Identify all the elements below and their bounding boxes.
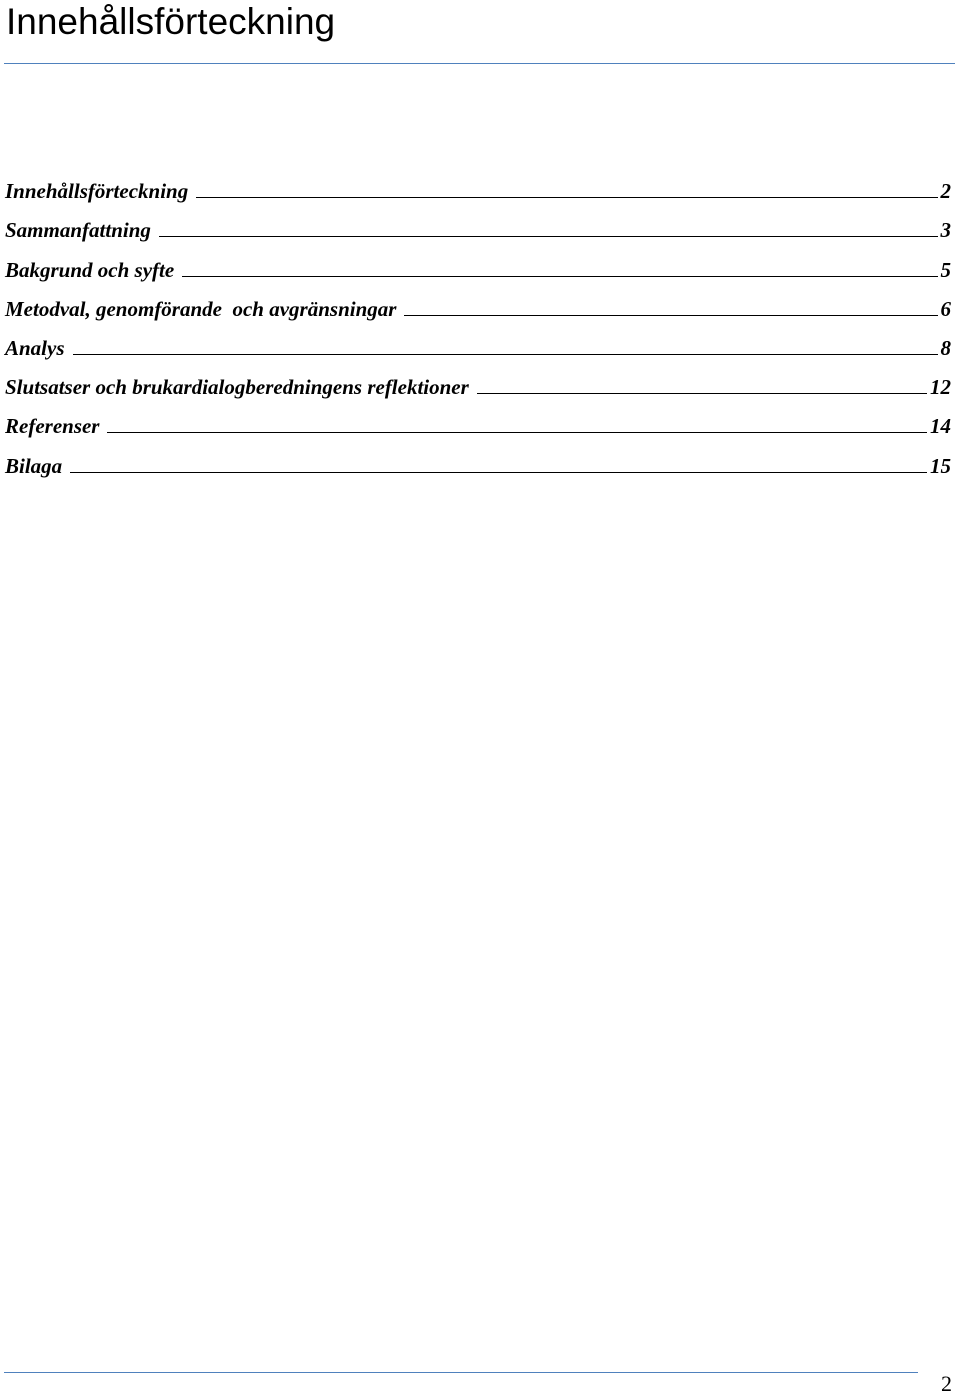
toc-leader-line [196,197,937,198]
toc-entry-label: Slutsatser och brukardialogberedningens reflektioner [5,375,469,400]
toc-entry-page: 5 [940,257,951,282]
title-divider [4,63,955,64]
toc-entry-label: Bilaga [5,453,63,478]
toc-leader-line [70,472,927,473]
toc-entry-page: 12 [930,375,951,400]
footer-divider [4,1372,918,1373]
toc-entry-label: Referenser [5,414,100,439]
toc-leader-line [477,393,927,394]
toc-leader-line [182,276,937,277]
toc-entry-page: 14 [930,414,951,439]
toc-entry-page: 15 [930,453,951,478]
toc-entry-slutsatser[interactable] [5,361,951,400]
toc-entry-bilaga[interactable] [5,439,951,478]
footer-page-number: 2 [941,1371,952,1396]
toc-entry-label: Innehållsförteckning [5,179,189,204]
toc-entry-label: Metodval, genomförande och avgränsningar [5,296,397,321]
toc-entry-bakgrund-och-syfte[interactable] [5,243,951,282]
toc-entry-label: Analys [5,335,65,360]
toc-entry-label: Bakgrund och syfte [5,257,175,282]
toc-entry-sammanfattning[interactable] [5,204,951,243]
toc-entry-metodval[interactable] [5,283,951,322]
toc-entry-page: 2 [940,179,951,204]
toc-leader-line [107,432,927,433]
page-title: Innehållsförteckning [6,1,336,42]
toc-leader-line [73,354,938,355]
toc-entry-label: Sammanfattning [5,218,151,243]
toc-entry-referenser[interactable] [5,400,951,439]
toc-leader-line [404,315,937,316]
toc-entry-page: 3 [940,218,951,243]
toc-entry-page: 8 [940,335,951,360]
toc-leader-line [159,236,938,237]
table-of-contents [5,165,951,479]
toc-entry-analys[interactable] [5,322,951,361]
toc-entry-page: 6 [940,296,951,321]
toc-entry-innehallsforteckning[interactable] [5,165,951,204]
